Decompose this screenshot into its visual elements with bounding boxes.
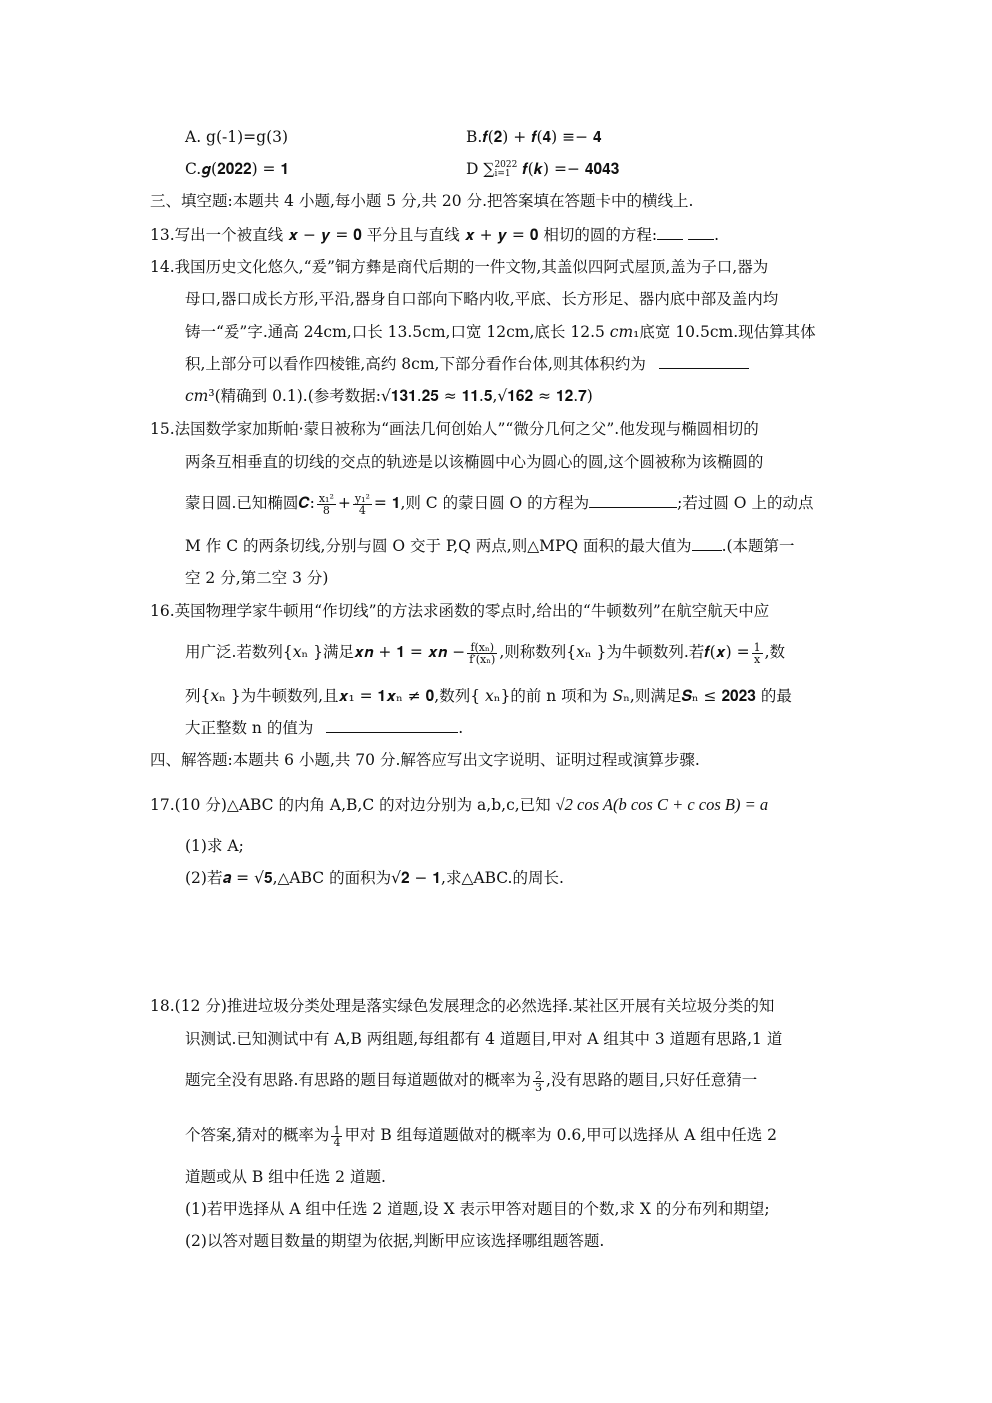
q14-blank bbox=[659, 354, 749, 369]
q18-line-3 bbox=[185, 1069, 757, 1093]
q16-l2b: ,则称数列{𝑥ₙ }为牛顿数列.若𝒇(𝒙) = bbox=[499, 643, 750, 661]
q15-fraction-y bbox=[353, 493, 372, 516]
q18-f1n: 2 bbox=[534, 1068, 542, 1082]
q14-line-3: 铸一“爰”字.通高 24cm,口长 13.5cm,口宽 12cm,底长 12.5 𝑐𝑚₁底宽 10.5cm.现估算其体 bbox=[185, 323, 816, 341]
option-d-sup: 2022 bbox=[494, 160, 518, 170]
q18-f2d: 4 bbox=[333, 1135, 341, 1149]
q15-blank-2 bbox=[692, 536, 722, 551]
q18-l3a: 题完全没有思路.有思路的题目每道题做对的概率为 bbox=[185, 1071, 531, 1089]
q16-l4end: . bbox=[458, 719, 464, 737]
q14-line-5: 𝑐𝑚³(精确到 0.1).(参考数据:√𝟏𝟑𝟏.𝟐𝟓 ≈ 𝟏𝟏.𝟓,√𝟏𝟔𝟐 ≈ 𝟏𝟐.𝟕) bbox=[185, 387, 593, 405]
q18-l4b: 甲对 B 组每道题做对的概率为 0.6,甲可以选择从 A 组中任选 2 bbox=[344, 1126, 778, 1144]
q16-fd: f′(xₙ) bbox=[469, 652, 496, 666]
q15-blank-1 bbox=[589, 493, 677, 508]
q18-line-5: 道题或从 B 组中任选 2 道题. bbox=[185, 1168, 386, 1186]
q15-line-5: 空 2 分,第二空 3 分) bbox=[185, 569, 329, 587]
q13-end: . bbox=[714, 226, 719, 244]
q15-l4b: .(本题第一 bbox=[721, 537, 795, 555]
q17-part-2: (2)若𝒂 = √𝟓,△ABC 的面积为√𝟐 − 𝟏,求△ABC.的周长. bbox=[185, 869, 564, 887]
question-13 bbox=[150, 224, 719, 246]
q15-l3b: = 𝟏,则 C 的蒙日圆 O 的方程为 bbox=[373, 494, 590, 512]
q18-part-1: (1)若甲选择从 A 组中任选 2 道题,设 X 表示甲答对题目的个数,求 X 的分布列和期望; bbox=[185, 1200, 770, 1218]
q18-fraction-quarter bbox=[331, 1125, 342, 1148]
q18-line-1: 18.(12 分)推进垃圾分类处理是落实绿色发展理念的必然选择.某社区开展有关垃圾分类的知 bbox=[150, 997, 775, 1015]
q18-f2n: 1 bbox=[333, 1123, 341, 1137]
q13-blank-1 bbox=[657, 225, 683, 240]
q18-fraction-two-thirds bbox=[533, 1070, 544, 1093]
q16-l2a: 用广泛.若数列{𝑥ₙ }满足𝒙𝒏 + 𝟏 = 𝒙𝒏 − bbox=[185, 643, 466, 661]
q14-line-4-text: 积,上部分可以看作四棱锥,高约 8cm,下部分看作台体,则其体积约为 bbox=[185, 355, 646, 373]
section-3-heading: 三、填空题:本题共 4 小题,每小题 5 分,共 20 分.把答案填在答题卡中的横线上. bbox=[150, 192, 694, 210]
option-d-sum: ∑ bbox=[483, 160, 495, 178]
q18-f1d: 3 bbox=[534, 1080, 542, 1094]
q15-l3c: ;若过圆 O 上的动点 bbox=[677, 494, 814, 512]
q15-line-4 bbox=[185, 535, 795, 557]
q16-fn: f(xₙ) bbox=[467, 642, 497, 654]
q14-line-4 bbox=[185, 353, 749, 375]
option-d bbox=[466, 158, 619, 180]
q15-f2-den: 4 bbox=[358, 503, 366, 517]
q16-fraction-newton bbox=[467, 642, 497, 665]
q15-line-3 bbox=[185, 492, 813, 516]
q15-l4: M 作 C 的两条切线,分别与圆 O 交于 P,Q 两点,则△MPQ 面积的最大值为 bbox=[185, 537, 692, 555]
q14-line-2: 母口,器口成长方形,平沿,器身自口部向下略内收,平底、长方形足、器内底中部及盖内均 bbox=[185, 290, 779, 308]
section-4-heading: 四、解答题:本题共 6 小题,共 70 分.解答应写出文字说明、证明过程或演算步骤. bbox=[150, 751, 700, 769]
q16-l2c: ,数 bbox=[764, 643, 785, 661]
q15-plus: + bbox=[337, 494, 351, 512]
q16-fraction-fx bbox=[752, 642, 763, 665]
q18-line-2: 识测试.已知测试中有 A,B 两组题,每组都有 4 道题目,甲对 A 组其中 3 道题有思路,1 道 bbox=[185, 1030, 783, 1048]
q16-line-3: 列{𝑥ₙ }为牛顿数列,且𝒙₁ = 𝟏𝒙ₙ ≠ 𝟎,数列{ 𝑥ₙ}的前 n 项和为 𝑆ₙ,则满足𝑺ₙ ≤ 𝟐𝟎𝟐𝟑 的最 bbox=[185, 687, 792, 705]
q17-part-1: (1)求 A; bbox=[185, 837, 244, 855]
q18-l3b: ,没有思路的题目,只好任意猜一 bbox=[545, 1071, 758, 1089]
q16-blank bbox=[326, 718, 458, 733]
q15-f1-num: x₁² bbox=[318, 491, 334, 505]
q16-gn: 1 bbox=[753, 640, 761, 654]
option-a: A. g(-1)=g(3) bbox=[185, 128, 289, 146]
q15-fraction-x bbox=[317, 493, 336, 516]
q18-line-4 bbox=[185, 1124, 777, 1148]
q17-line-1 bbox=[150, 794, 768, 816]
option-b: B.𝒇(𝟐) + 𝒇(𝟒) ≡− 𝟒 bbox=[466, 128, 602, 146]
option-d-rest: 𝒇(𝒌) =− 𝟒𝟎𝟒𝟑 bbox=[522, 160, 620, 178]
option-c: C.𝒈(𝟐𝟎𝟐𝟐) = 𝟏 bbox=[185, 160, 290, 178]
q16-l4: 大正整数 n 的值为 bbox=[185, 719, 314, 737]
q16-line-1: 16.英国物理学家牛顿用“作切线”的方法求函数的零点时,给出的“牛顿数列”在航空航天中应 bbox=[150, 602, 770, 620]
q17-l1: 17.(10 分)△ABC 的内角 A,B,C 的对边分别为 a,b,c,已知 bbox=[150, 796, 551, 814]
q18-part-2: (2)以答对题目数量的期望为依据,判断甲应该选择哪组题答题. bbox=[185, 1232, 605, 1250]
q18-l4a: 个答案,猜对的概率为 bbox=[185, 1126, 330, 1144]
q13-blank-2 bbox=[688, 225, 714, 240]
q14-line-1: 14.我国历史文化悠久,“爰”铜方彝是商代后期的一件文物,其盖似四阿式屋顶,盖为子口,器为 bbox=[150, 258, 769, 276]
q15-l3a: 蒙日圆.已知椭圆𝑪: bbox=[185, 494, 315, 512]
q16-gd: x bbox=[753, 652, 761, 666]
option-d-prefix: D bbox=[466, 160, 479, 178]
q15-f1-den: 8 bbox=[322, 503, 330, 517]
q15-line-2: 两条互相垂直的切线的交点的轨迹是以该椭圆中心为圆心的圆,这个圆被称为该椭圆的 bbox=[185, 453, 764, 471]
q16-line-2 bbox=[185, 641, 785, 665]
q15-line-1: 15.法国数学家加斯帕·蒙日被称为“画法几何创始人”“微分几何之父”.他发现与椭圆相切的 bbox=[150, 420, 759, 438]
q13-text: 13.写出一个被直线 𝒙 − 𝒚 = 𝟎 平分且与直线 𝒙 + 𝒚 = 𝟎 相切的圆的方程: bbox=[150, 226, 658, 244]
q17-formula: √2 cos A(b cos C + c cos B) = a bbox=[555, 795, 769, 814]
option-d-sub: i=1 bbox=[494, 169, 511, 179]
q15-f2-num: y₁² bbox=[354, 491, 370, 505]
q16-line-4 bbox=[185, 717, 463, 739]
